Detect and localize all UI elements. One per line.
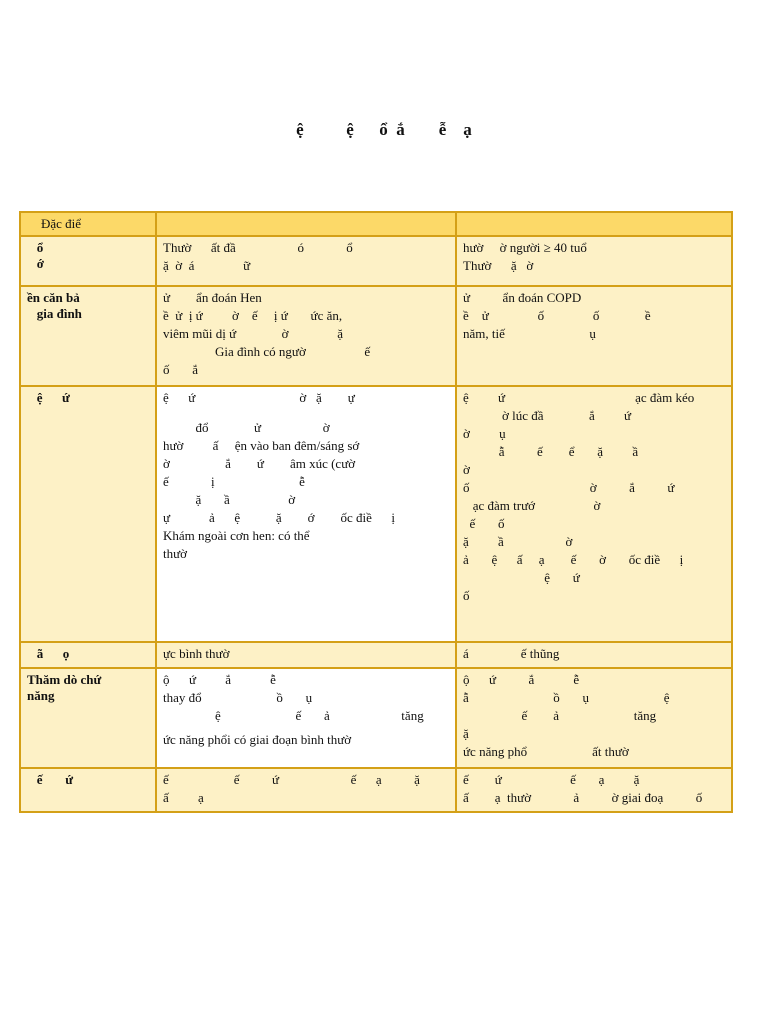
cell-text-line: ộ ứ ắ ễ: [163, 672, 276, 687]
row-label-text: ệ ứ: [27, 390, 70, 405]
comparison-table: [19, 211, 733, 813]
row-label-text: ổ: [27, 240, 44, 255]
table-row: [20, 286, 732, 386]
cell-text-line: ề ử ị ứ ờ ế ị ứ ức ăn,: [163, 308, 343, 323]
row-label-text: ớ: [27, 256, 44, 271]
asthma-cell: [156, 668, 456, 768]
cell-text-line: thay đổ ồ ụ: [163, 690, 313, 705]
cell-text-line: ệ ứ ờ ặ ự: [163, 390, 355, 405]
cell-text-line: hườ ờ người ≥ 40 tuổ: [463, 240, 587, 255]
row-label-text: ền căn bả: [27, 290, 80, 305]
row-label-cell: [20, 286, 156, 386]
cell-text-line: Khám ngoài cơn hen: có thể: [163, 528, 310, 543]
cell-text-line: ế ứ ế ạ ặ: [463, 772, 640, 787]
row-label-text: ế ứ: [27, 772, 74, 787]
row-label-cell: [20, 768, 156, 812]
row-label-cell: [20, 668, 156, 768]
header-cell-feature: Đặc điể: [20, 212, 156, 236]
cell-text-line: ế ế ứ ế ạ ặ: [163, 772, 420, 787]
document-title: ệ ệ ổ ắ ễ ạ: [296, 120, 472, 139]
cell-text-line: Gia đình có ngườ ế: [163, 344, 371, 359]
cell-text-line: năm, tiế ụ: [463, 326, 596, 341]
row-label-text: gia đình: [27, 306, 82, 321]
cell-text-line: ặ ầ ờ: [463, 534, 573, 549]
table-header-row: [20, 212, 732, 236]
cell-text-line: thườ: [163, 546, 188, 561]
table-row: [20, 668, 732, 768]
asthma-cell: [156, 286, 456, 386]
cell-text-line: ế ị ễ: [163, 474, 305, 489]
cell-text-line: ờ ắ ứ âm xúc (cườ: [163, 456, 356, 471]
cell-text-line: Thườ ất đầ ó ổ: [163, 240, 353, 255]
cell-text-line: ế ả tăng: [463, 708, 657, 723]
header-cell-copd: [456, 212, 732, 236]
row-label-text: Thăm dò chứ: [27, 672, 102, 687]
asthma-cell: [156, 386, 456, 642]
cell-text-line: ực bình thườ: [163, 646, 230, 661]
cell-text-line: ử ẩn đoán Hen: [163, 290, 262, 305]
table-row: [20, 236, 732, 286]
cell-text-line: ộ ứ ắ ễ: [463, 672, 580, 687]
cell-text-line: ố ờ ắ ứ: [463, 480, 675, 495]
row-label-cell: [20, 642, 156, 668]
copd-cell: [456, 236, 732, 286]
copd-cell: [456, 386, 732, 642]
copd-cell: [456, 768, 732, 812]
cell-text-line: ự ả ệ ặ ớ ốc điề ị: [163, 510, 395, 525]
cell-text-line: ế ố: [463, 516, 505, 531]
cell-text-line: ờ lúc đầ ắ ứ: [463, 408, 632, 423]
cell-text-line: ử ẩn đoán COPD: [463, 290, 582, 305]
header-cell-asthma: [156, 212, 456, 236]
cell-text-line: viêm mũi dị ứ ờ ặ: [163, 326, 344, 341]
cell-text-line: ệ ế ả tăng: [163, 708, 424, 723]
copd-cell: [456, 668, 732, 768]
cell-text-line: ức năng phổ ất thườ: [463, 744, 629, 759]
cell-text-line: á ế thũng: [463, 646, 560, 661]
asthma-cell: [156, 768, 456, 812]
cell-text-line: ố ắ: [163, 362, 199, 377]
cell-text-line: ạc đàm trướ ờ: [463, 498, 601, 513]
cell-text-line: hườ ấ ện vào ban đêm/sáng sớ: [163, 438, 360, 453]
asthma-cell: [156, 236, 456, 286]
cell-text-line: ệ ứ ạc đàm kéo: [463, 390, 695, 405]
cell-text-line: ờ: [463, 462, 470, 477]
cell-text-line: đổ ử ờ: [163, 420, 330, 435]
copd-cell: [456, 286, 732, 386]
cell-text-line: ặ ờ á ữ: [163, 258, 251, 273]
cell-text-line: ờ ụ: [463, 426, 506, 441]
table-row: [20, 642, 732, 668]
cell-text-line: ặ ầ ờ: [163, 492, 296, 507]
copd-cell: [456, 642, 732, 668]
cell-text-line: ẫ ồ ụ ệ: [463, 690, 670, 705]
table-row: [20, 768, 732, 812]
cell-text-line: ẫ ế ể ặ ầ: [463, 444, 639, 459]
cell-text-line: ả ệ ấ ạ ế ờ ốc điề ị: [463, 552, 684, 567]
cell-text-line: Thườ ặ ờ: [463, 258, 534, 273]
cell-text-line: ặ: [463, 726, 469, 741]
row-label-text: năng: [27, 688, 55, 703]
table-row: [20, 386, 732, 642]
cell-text-line: ề ử ố ố ề: [463, 308, 651, 323]
asthma-cell: [156, 642, 456, 668]
row-label-text: ã ọ: [27, 646, 70, 661]
cell-text-line: ấ ạ: [163, 790, 204, 805]
cell-text-line: ức năng phổi có giai đoạn bình thườ: [163, 732, 352, 747]
cell-text-line: ố: [463, 588, 470, 603]
cell-text-line: ệ ứ: [463, 570, 580, 585]
row-label-cell: [20, 236, 156, 286]
row-label-cell: [20, 386, 156, 642]
cell-text-line: ấ ạ thườ ả ờ giai đoạ ố: [463, 790, 703, 805]
